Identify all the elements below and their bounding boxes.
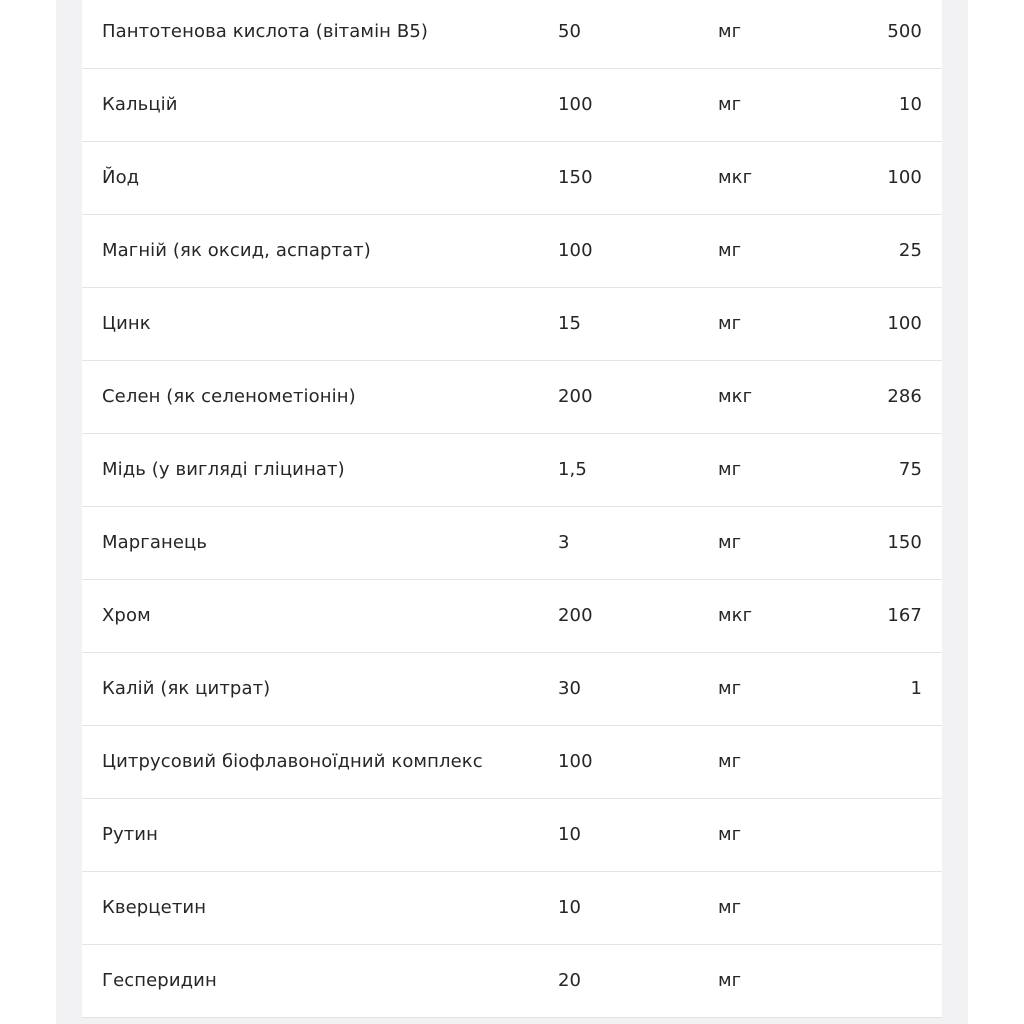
table-row [82, 288, 942, 361]
nutrient-name: Марганець [102, 532, 208, 553]
nutrient-name: Йод [102, 167, 140, 188]
table-row [82, 872, 942, 945]
daily-value: 100 [887, 313, 922, 334]
nutrient-name: Хром [102, 605, 151, 626]
table-row [82, 507, 942, 580]
nutrient-unit: мг [718, 751, 742, 772]
daily-value: 75 [898, 459, 922, 480]
nutrient-name: Цитрусовий біофлавоноїдний комплекс [102, 751, 483, 772]
nutrient-unit: мг [718, 678, 742, 699]
table-row [82, 142, 942, 215]
nutrient-amount: 100 [558, 240, 593, 261]
nutrient-amount: 150 [558, 167, 593, 188]
nutrient-amount: 200 [558, 605, 593, 626]
nutrient-amount: 3 [558, 532, 570, 553]
nutrient-name: Магній (як оксид, аспартат) [102, 240, 371, 261]
daily-value: 286 [887, 386, 922, 407]
daily-value: 167 [887, 605, 922, 626]
nutrient-name: Рутин [102, 824, 158, 845]
daily-value: 100 [887, 167, 922, 188]
table-row [82, 0, 942, 69]
nutrient-name: Кверцетин [102, 897, 207, 918]
nutrient-name: Цинк [102, 313, 151, 334]
table-row [82, 799, 942, 872]
daily-value: 500 [887, 21, 922, 42]
nutrient-name: Калій (як цитрат) [102, 678, 271, 699]
table-row [82, 945, 942, 1018]
nutrient-amount: 15 [558, 313, 582, 334]
nutrient-unit: мкг [718, 605, 753, 626]
daily-value: 10 [898, 94, 922, 115]
table-row [82, 580, 942, 653]
table-row [82, 434, 942, 507]
nutrient-amount: 50 [558, 21, 582, 42]
nutrient-name: Кальцій [102, 94, 178, 115]
nutrient-unit: мг [718, 94, 742, 115]
nutrient-amount: 100 [558, 751, 593, 772]
nutrient-amount: 200 [558, 386, 593, 407]
nutrient-unit: мг [718, 532, 742, 553]
nutrient-name: Селен (як селенометіонін) [102, 386, 356, 407]
daily-value: 1 [910, 678, 922, 699]
nutrient-unit: мг [718, 459, 742, 480]
nutrient-name: Пантотенова кислота (вітамін B5) [102, 21, 428, 42]
table-row [82, 361, 942, 434]
nutrient-unit: мг [718, 824, 742, 845]
nutrient-unit: мг [718, 313, 742, 334]
nutrient-unit: мг [718, 240, 742, 261]
table-row [82, 215, 942, 288]
nutrient-name: Гесперидин [102, 970, 217, 991]
nutrient-name: Мідь (у вигляді гліцинат) [102, 459, 345, 480]
nutrient-unit: мкг [718, 167, 753, 188]
nutrient-amount: 20 [558, 970, 582, 991]
table-row [82, 726, 942, 799]
table-row [82, 69, 942, 142]
nutrition-table [82, 0, 942, 1018]
nutrient-amount: 100 [558, 94, 593, 115]
nutrient-amount: 1,5 [558, 459, 587, 480]
nutrient-amount: 10 [558, 897, 582, 918]
daily-value: 150 [887, 532, 922, 553]
nutrient-amount: 10 [558, 824, 582, 845]
nutrient-amount: 30 [558, 678, 582, 699]
nutrient-unit: мг [718, 897, 742, 918]
nutrient-unit: мг [718, 21, 742, 42]
daily-value: 25 [898, 240, 922, 261]
nutrient-unit: мкг [718, 386, 753, 407]
table-row [82, 653, 942, 726]
nutrient-unit: мг [718, 970, 742, 991]
